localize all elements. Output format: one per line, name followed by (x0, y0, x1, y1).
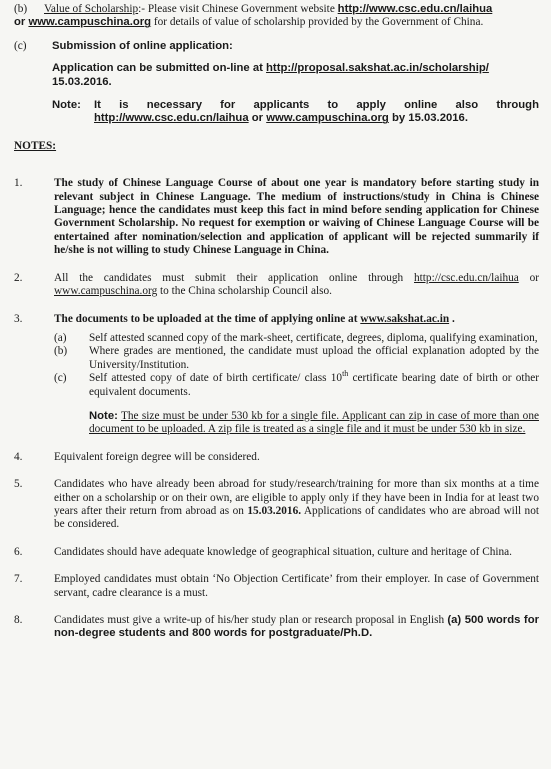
section-b-value-of-scholarship: (b) Value of Scholarship:- Please visit Chinese Government website http://www.csc.edu.cn/laihua (14, 3, 493, 15)
note-item-1: 1. The study of Chinese Language Course of about one year is mandatory before starting study in relevant subject in Chinese Language. The medium of instructions/study in China is Chinese Language; hence the candidates must keep this fact in mind before sending application for Chinese Government Scholarship. No request for exemption or waiving of Chinese Language Course will be entertained after nomination/selection and application of applicant will be rejected summarily if he/she is not willing to study Chinese Language in China. (14, 177, 539, 257)
section-c-label: (c) (14, 39, 27, 52)
note-item-6: 6. Candidates should have adequate knowledge of geographical situation, culture and heritage of China. (14, 545, 513, 558)
documents-list (14, 332, 539, 399)
section-c-submission (14, 40, 539, 53)
note-item-2: 2. All the candidates must submit their application online through http://csc.edu.cn/laihua or www.campuschina.org to the China scholarship Council also. (14, 271, 539, 298)
item2-campuschina-link[interactable]: www.campuschina.org (54, 285, 158, 298)
value-of-scholarship-title: Value of Scholarship (44, 3, 139, 15)
item2-csc-link[interactable]: http://csc.edu.cn/laihua (414, 271, 519, 284)
file-size-note: Note: The size must be under 530 kb for a single file. Applicant can zip in case of more than one document to be uploaded. A zip file is treated as a single file and it must be under 530 kb in size. (89, 409, 539, 436)
document-item-a: (a) Self attested scanned copy of the mark-sheet, certificate, degrees, diploma, qualifying examination, (54, 331, 538, 344)
note-campuschina-link[interactable]: www.campuschina.org (266, 112, 389, 125)
campuschina-link[interactable]: www.campuschina.org (28, 16, 152, 29)
submission-note: Note: It is necessary for applicants to apply online also through http://www.csc.edu.cn/laihua or www.campuschina.org by 15.03.2016. (52, 99, 539, 125)
note-item-4: 4. Equivalent foreign degree will be considered. (14, 450, 260, 463)
note-item-5: 5. Candidates who have already been abroad for study/research/training for more than six months at a time either on a scholarship or on their own, are eligible to apply only if they have been in India for at least two years after their return from abroad as on 15.03.2016. Applications of candidates who are abroad will not be considered. (14, 478, 539, 531)
sakshat-proposal-link[interactable]: http://proposal.sakshat.ac.in/scholarship/ (266, 62, 489, 75)
note-item-3: 3. The documents to be uploaded at the time of applying online at www.sakshat.ac.in . (14, 312, 455, 325)
note-label: Note: (52, 99, 81, 112)
note-csc-link[interactable]: http://www.csc.edu.cn/laihua (94, 112, 249, 125)
submission-title: Submission of online application: (52, 39, 233, 52)
note-item-8: 8. Candidates must give a write-up of his/her study plan or research proposal in English (a) 500 words for non-degree students and 800 words for postgraduate/Ph.D. (14, 614, 539, 640)
document-page: (b) Value of Scholarship:- Please visit Chinese Government website http://www.csc.edu.cn/laihua or www.campuschina.org for details of value of scholarship provided by the Government of China. (c) Submission of online application: Application can be submitted on-line at http://proposal.sakshat.ac.in/scholarship/ 15.03.2016. Note: It is necessary for applicants to apply online also through http://www.csc.edu.cn/laihua or www.campuschina.org by 15.03.2016. NOTES: 1. The study of Chinese Language Course of about one year is mandatory before starting study in relevant subject in Chinese Language. The medium of instructions/study in China is Chinese Language; hence the candidates must keep this fact in mind before sending application for Chinese Government Scholarship. No request for exemption or waiving of Chinese Language Course will be entertained after nomination/selection and application of applicant will be rejected summarily if he/she is not willing to study Chinese Language in China. 2. All the candidates must submit their application online through http://csc.edu.cn/laihua or www.campuschina.org to the China scholarship Council also. 3. The documents to be uploaded at the time of applying online at www.sakshat.ac.in . (a) Self attested scanned copy of the mark-sheet, certificate, degrees, diploma, qualifying examination, (b) Where grades are mentioned, the candidate must upload the official explanation adopted by the University/Institution. (c) Self attested copy of date of birth certificate/ class 10th certificate bearing date of birth or other equivalent documents. Note: The size must be under 530 kb for a single file. Applicant can zip in case of more than one document to be uploaded. A zip file is treated as a single file and it must be under 530 kb in size. 4. Equivalent foreign degree will be considered. 5. Candidates who have already been abroad for study/research/training for more than six months at a time either on a scholarship or on their own, are eligible to apply only if they have been in India for at least two years after their return from abroad as on 15.03.2016. Applications of candidates who are abroad will not be considered. 6. Candidates should have adequate knowledge of geographical situation, culture and heritage of China. 7. Employed candidates must obtain ‘No Objection Certificate’ from their employer. In case of Government servant, cadre clearance is a must. 8. Candidates must give a write-up of his/her study plan or research proposal in English (a) 500 words for non-degree students and 800 words for postgraduate/Ph.D. (14, 3, 539, 640)
document-item-c: (c) Self attested copy of date of birth certificate/ class 10th certificate bearing date of birth or other equivalent documents. (54, 369, 539, 398)
sakshat-link[interactable]: www.sakshat.ac.in (360, 312, 450, 325)
document-item-b: (b) Where grades are mentioned, the candidate must upload the official explanation adopted by the University/Institution. (54, 345, 539, 371)
csc-link[interactable]: http://www.csc.edu.cn/laihua (337, 3, 493, 15)
note-item-7: 7. Employed candidates must obtain ‘No Objection Certificate’ from their employer. In case of Government servant, cadre clearance is a must. (14, 573, 539, 599)
notes-heading: NOTES: (14, 139, 57, 152)
section-b-label: (b) (14, 3, 28, 15)
application-online-text: Application can be submitted on-line at http://proposal.sakshat.ac.in/scholarship/ 15.03.2016. (52, 62, 489, 88)
